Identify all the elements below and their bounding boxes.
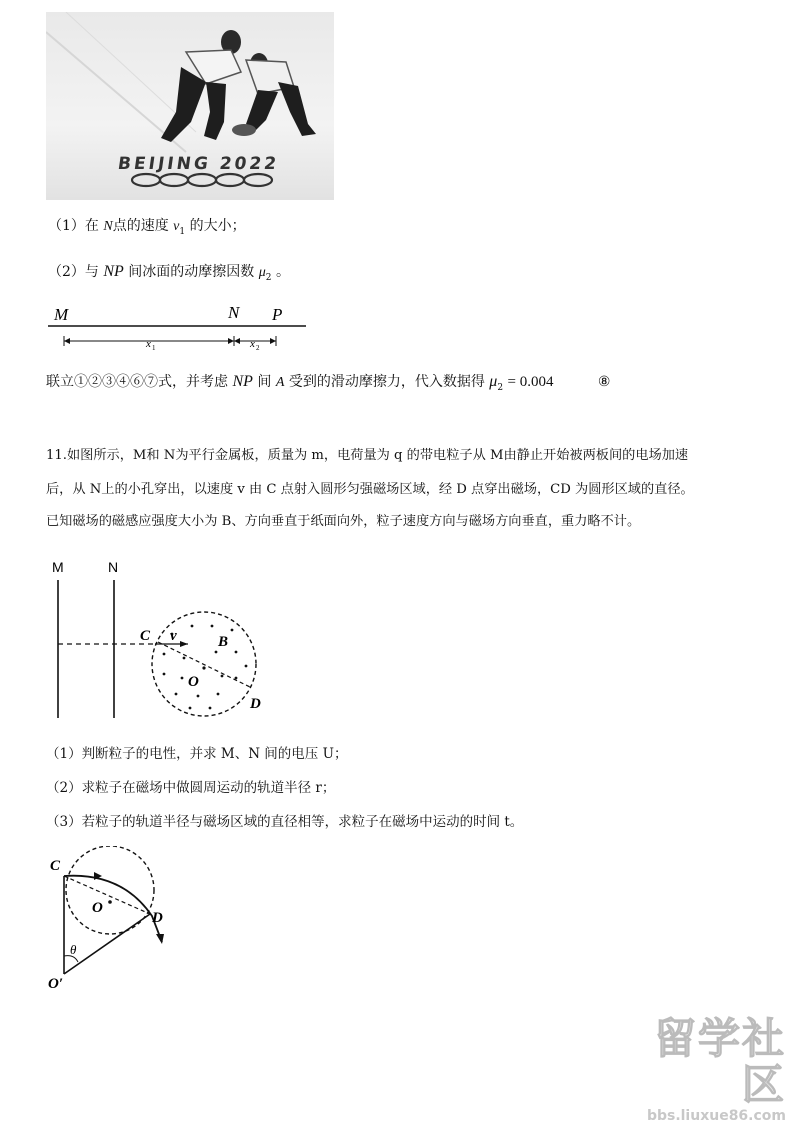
text: 间冰面的动摩擦因数 xyxy=(128,264,255,280)
text: 。 xyxy=(275,264,290,280)
var-NP: NP xyxy=(103,263,124,280)
watermark-url: bbs.liuxue86.com xyxy=(646,1108,786,1124)
var-v: v xyxy=(173,219,180,234)
q11-line-3: 已知磁场的磁感应强度大小为 B、方向垂直于纸面向外，粒子速度方向与磁场方向垂直，重力略不计。 xyxy=(46,514,641,529)
label-x1-sub: 1 xyxy=(152,344,156,352)
label-v: v xyxy=(170,628,177,644)
watermark-title: 留学社区 xyxy=(653,1014,786,1109)
magnetic-field-diagram xyxy=(40,556,280,726)
label-x2: x xyxy=(250,338,255,350)
q10-subquestion-1 xyxy=(48,216,246,242)
label-B: B xyxy=(218,634,229,650)
label-theta: θ xyxy=(70,942,77,957)
photo-caption: BEIJING 2022 xyxy=(116,154,281,174)
label-plate-M: M xyxy=(52,559,64,575)
text: 的大小； xyxy=(189,218,246,234)
text: （2）与 xyxy=(48,264,99,280)
equation-value: = 0.004 xyxy=(507,374,554,390)
label-O: O xyxy=(92,900,103,916)
var-N: N xyxy=(103,219,113,234)
label-C: C xyxy=(50,858,61,874)
var-mu: μ xyxy=(489,373,498,390)
mnp-line-diagram xyxy=(44,300,314,352)
q10-subquestion-2 xyxy=(48,262,290,288)
q11-subquestion-2: （2）求粒子在磁场中做圆周运动的轨道半径 r； xyxy=(46,780,336,796)
q11-line-1: 11.如图所示，M和 N为平行金属板，质量为 m，电荷量为 q 的带电粒子从 M由静止开始被两板间的电场加速 xyxy=(46,448,689,463)
label-x1: x xyxy=(146,338,151,350)
label-x2-sub: 2 xyxy=(256,344,260,352)
label-C: C xyxy=(140,628,151,644)
label-D: D xyxy=(250,696,261,712)
label-P: P xyxy=(272,305,283,324)
text: 间 xyxy=(257,374,272,390)
var-NP: NP xyxy=(232,373,253,390)
text: （1）在 xyxy=(48,218,99,234)
label-O-prime: O′ xyxy=(48,976,64,992)
q10-conclusion xyxy=(46,372,610,398)
subscript: 2 xyxy=(265,272,272,283)
watermark xyxy=(616,1014,786,1124)
trajectory-diagram xyxy=(40,846,180,996)
label-M: M xyxy=(54,305,69,324)
equation-number: ⑧ xyxy=(597,374,611,390)
label-N: N xyxy=(228,303,240,322)
text: 点的速度 xyxy=(112,218,169,234)
q11-subquestion-1: （1）判断粒子的电性，并求 M、N 间的电压 U； xyxy=(46,746,348,762)
var-mu: μ xyxy=(258,265,266,280)
q11-line-2: 后，从 N上的小孔穿出，以速度 v 由 C 点射入圆形匀强磁场区域，经 D 点穿出磁场，CD 为圆形区域的直径。 xyxy=(46,482,694,497)
label-O: O xyxy=(188,674,199,690)
subscript: 1 xyxy=(179,226,186,237)
subscript: 2 xyxy=(497,382,504,393)
text: 受到的滑动摩擦力，代入数据得 xyxy=(288,374,485,390)
label-D: D xyxy=(152,910,163,926)
label-plate-N: N xyxy=(108,559,119,575)
q11-subquestion-3: （3）若粒子的轨道半径与磁场区域的直径相等，求粒子在磁场中运动的时间 t。 xyxy=(46,814,524,830)
text: 联立①②③④⑥⑦式，并考虑 xyxy=(46,374,228,390)
curling-photo xyxy=(46,12,334,200)
var-A: A xyxy=(275,375,285,390)
